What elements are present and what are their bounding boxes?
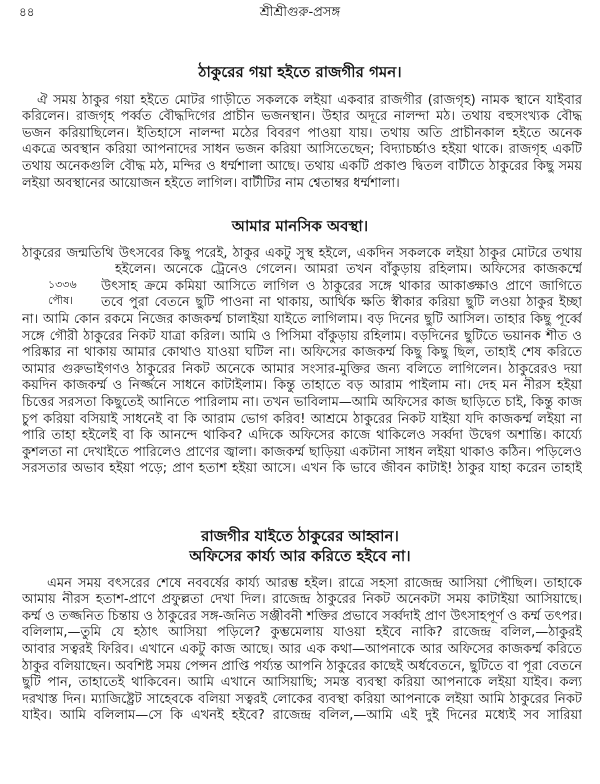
text-line: পরিষ্কার না থাকায় আমার কোথাও যাওয়া ঘটিল না। অফিসের কাজকর্ম্ম কিছু কিছু ছিল, তাহাই শেষ করিতে <box>22 345 582 361</box>
margin-note-month: পৌষ। <box>48 294 74 307</box>
text-line: পারি তাহা হইলেই বা কি আনন্দে থাকিব? এদিকে অফিসের কাজে থাকিলেও সর্ব্বদা উদ্বেগ অশান্তি। কার্য্যে <box>22 428 582 444</box>
text-line: যাইব। আমি বলিলাম—সে কি এখনই হইবে? রাজেন্দ্র বলিল,—আমি এই দুই দিনের মধ্যেই সব সারিয়া <box>22 708 582 724</box>
text-line: ভজন করিয়াছিলেন। ইতিহাসে নালন্দা মঠের বিবরণ পাওয়া যায়। তথায় অতি প্রাচীনকাল হইতে অনেক <box>22 125 582 141</box>
text-line: আমার গুরুভাইগণও ঠাকুরের নিকট অনেকে আমার সংসার-মুক্তির জন্য বলিতে লাগিলেন। ঠাকুরেরও দয়া <box>22 361 582 377</box>
text-line: তবে পুরা বেতনে ছুটি পাওনা না থাকায়, আর্থিক ক্ষতি স্বীকার করিয়া ছুটি লওয়া ঠাকুর ইচ্ছা <box>101 295 582 311</box>
text-line: চুপ করিয়া বসিয়াই সাধনেই বা কি আরাম ভোগ করিব! আশ্রমে ঠাকুরের নিকট যাইয়া যদি কাজকর্ম্ম লইয়া না <box>22 411 582 427</box>
text-line: আমায় নীরস হতাশ-প্রাণে প্রফুল্লতা দেখা দিল। রাজেন্দ্র ঠাকুরের নিকট অনেকটা সময় কাটাইয়া আসিয়াছে। <box>22 592 582 608</box>
text-line: তথায় অনেকগুলি বৌদ্ধ মঠ, মন্দির ও ধর্ম্মশালা আছে। তথায় একটি প্রকাণ্ড দ্বিতল বাটীতে ঠাকুরের কিছু সময় <box>22 158 582 174</box>
text-line: দরখাস্ত দিন। ম্যাজিষ্ট্রেট সাহেবকে বলিয়া সত্বরই লোকের ব্যবস্থা করিয়া আপনাকে লইয়া আমি ঠাকুরের নিকট <box>22 691 582 707</box>
text-line: সঙ্গে গৌরী ঠাকুরের নিকট যাত্রা করিল। আমি ও পিসিমা বাঁকুড়ায় রহিলাম। বড়দিনের ছুটিতে ভয়ানক শীত ও <box>22 328 582 344</box>
text-line: হইলেন। অনেকে ট্রেনেও গেলেন। আমরা তখন বাঁকুড়ায় রহিলাম। অফিসের কাজকর্ম্মে <box>115 262 582 278</box>
text-line: কুশলতা না দেখাইতে পারিলেও প্রাণের জ্বালা। কাজকর্ম্ম ছাড়িয়া একটানা সাধন লইয়া থাকাও কঠিন। পড়িলেও <box>22 444 582 460</box>
section-heading: আমার মানসিক অবস্থা। <box>231 217 369 235</box>
text-line: ঐ সময় ঠাকুর গয়া হইতে মোটর গাড়ীতে সকলকে লইয়া একবার রাজগীর (রাজগৃহ) নামক স্থানে যাইবার <box>37 92 582 108</box>
section-subheading: অফিসের কার্য্য আর করিতে হইবে না। <box>189 547 411 565</box>
text-line: লইয়া অবস্থানের আয়োজন হইতে লাগিল। বাটীটির নাম শ্বেতাম্বর ধর্ম্মশালা। <box>22 175 400 191</box>
text-line: একত্রে অবস্থান করিয়া আপনাদের সাধন ভজন করিয়া আসিতেছেন; বিদ্যাচর্চ্চাও হইয়া থাকে। রাজগৃহ একটি <box>22 142 582 158</box>
section-heading: ঠাকুরের গয়া হইতে রাজগীর গমন। <box>198 63 402 81</box>
page-number: ৪৪ <box>19 5 35 19</box>
text-line: কয়দিন কাজকর্ম্ম ও নির্জ্জনে সাধনে কাটাইলাম। কিন্তু তাহাতে বড় আরাম পাইলাম না। দেহ মন নীরস হইয়া <box>22 378 582 394</box>
text-line: বলিলাম,—তুমি যে হঠাৎ আসিয়া পড়িলে? কুম্ভমেলায় যাওয়া হইবে নাকি? রাজেন্দ্র বলিল,—ঠাকুরই <box>22 625 582 641</box>
text-line: ঠাকুর বলিয়াছেন। অবশিষ্ট সময় পেন্সন প্রাপ্তি পর্য্যন্ত আপনি ঠাকুরের কাছেই অর্ধবেতনে, ছুটিতে বা পূরা বেতনে <box>22 658 582 674</box>
margin-note-year: ১৩৩৬ <box>48 278 77 291</box>
text-line: সরসতার অভাব হইয়া পড়ে; প্রাণ হতাশ হইয়া আসে। এখন কি ভাবে জীবন কাটাই! ঠাকুর যাহা করেন তাহাই <box>22 461 582 477</box>
text-line: আবার সত্বরই ফিরিব। এখানে একটু কাজ আছে। আর এক কথা—আপনাকে আর অফিসের কাজকর্ম্ম করিতে <box>22 641 582 657</box>
section-heading: রাজগীর যাইতে ঠাকুরের আহ্বান। <box>201 527 399 545</box>
text-line: উৎসাহ ক্রমে কমিয়া আসিতে লাগিল ও ঠাকুরের সঙ্গে থাকার আকাঙ্ক্ষাও প্রাণে জাগিতে <box>101 278 582 294</box>
running-title: শ্রীশ্রীগুরু-প্রসঙ্গ <box>259 5 341 20</box>
text-line: কর্ম্ম ও তজ্জনিত চিন্তায় ও ঠাকুরের সঙ্গ-জনিত সঞ্জীবনী শক্তির প্রভাবে সর্ব্বদাই প্রাণ উৎসাহপূর্ণ ও কর্ম্ম তৎপর। <box>22 608 582 624</box>
text-line: চিত্তের সরসতা কিছুতেই আনিতে পারিলাম না। তখন ভাবিলাম—আমি অফিসের কাজ ছাড়িতে চাই, কিন্তু কাজ <box>22 394 582 410</box>
text-line: ঠাকুরের জন্মতিথি উৎসবের কিছু পরেই, ঠাকুর একটু সুস্থ হইলে, একদিন সকলকে লইয়া ঠাকুর মোটরে তথায় <box>22 245 582 261</box>
text-line: এমন সময় বৎসরের শেষে নববর্ষের কার্য্য আরম্ভ হইল। রাত্রে সহসা রাজেন্দ্র আসিয়া পৌছিল। তাহাকে <box>47 575 582 591</box>
text-line: করিলেন। রাজগৃহ পর্ব্বত বৌদ্ধদিগের প্রাচীন ভজনস্থান। উহার অদূরে নালন্দা মঠ। তথায় বহুসংখ্যক বৌদ্ধ <box>22 109 582 125</box>
text-line: না। আমি কোন রকমে নিজের কাজকর্ম্ম চালাইয়া যাইতে লাগিলাম। বড় দিনের ছুটি আসিল। তাহার কিছু পূর্ব্বে <box>22 311 582 327</box>
text-line: ছুটি পান, তাহাতেই থাকিবেন। আমি এখানে আসিয়াছি; সমস্ত ব্যবস্থা করিয়া আপনাকে লইয়া যাইব। কল্য <box>22 675 582 691</box>
